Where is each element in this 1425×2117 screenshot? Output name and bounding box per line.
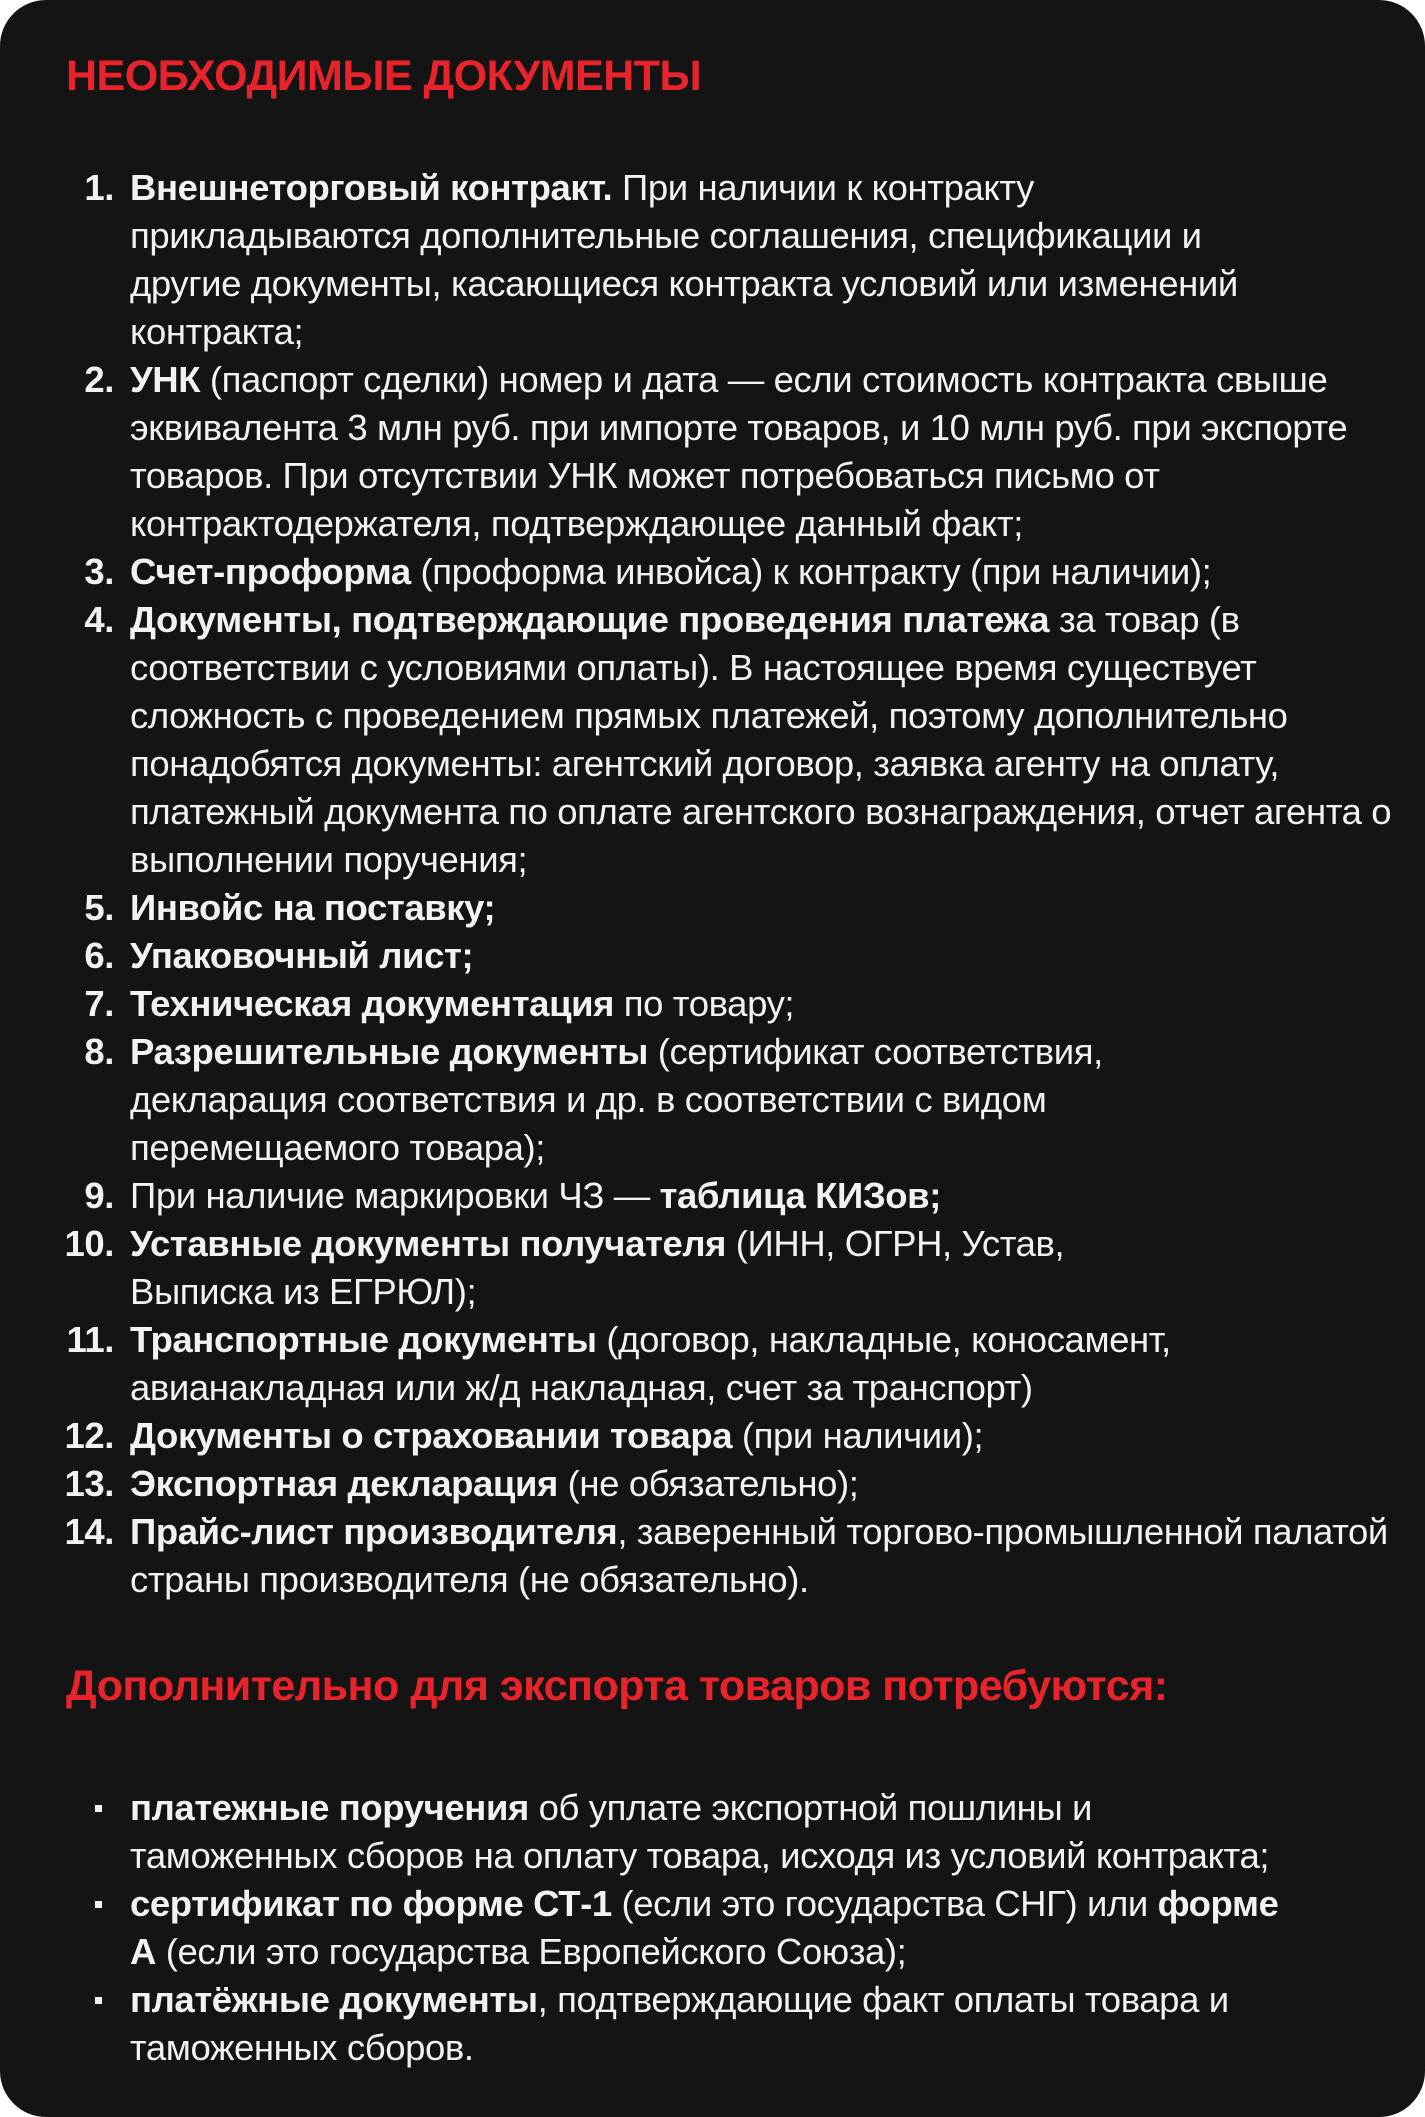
item-bold-text: Документы о страховании товара (130, 1415, 733, 1456)
export-item-3 (66, 1976, 1330, 2072)
item-bold-text: таблица КИЗов; (659, 1175, 941, 1216)
item-bold-text: платежные поручения (130, 1787, 529, 1828)
document-item-8 (66, 1028, 1250, 1172)
bullet-icon (95, 1805, 102, 1812)
item-number: 4. (84, 599, 114, 640)
item-text: (если это государства СНГ) или (611, 1883, 1158, 1924)
item-number: 7. (84, 983, 114, 1024)
bullet-icon (95, 1997, 102, 2004)
item-number: 12. (64, 1415, 114, 1456)
item-bold-text: Экспортная декларация (130, 1463, 558, 1504)
item-number: 8. (84, 1031, 114, 1072)
item-number: 3. (84, 551, 114, 592)
document-item-5 (66, 884, 1369, 932)
item-text: по товару; (614, 983, 795, 1024)
item-bold-text: Транспортные документы (130, 1319, 597, 1360)
export-section-title: Дополнительно для экспорта товаров потребуются: (66, 1662, 1168, 1710)
document-item-11 (66, 1316, 1320, 1412)
item-number: 2. (84, 359, 114, 400)
item-bold-text: сертификат по форме СТ-1 (130, 1883, 612, 1924)
page-title: НЕОБХОДИМЫЕ ДОКУМЕНТЫ (66, 52, 702, 100)
item-text: (сертификат соответствия, декларация соответствия и др. в соответствии с видом перемещаемого товара); (130, 1031, 1103, 1168)
item-text: (не обязательно); (557, 1463, 859, 1504)
item-number: 6. (84, 935, 114, 976)
item-bold-text: Документы, подтверждающие проведения платежа (130, 599, 1050, 640)
item-number: 14. (64, 1511, 114, 1552)
item-text: , заверенный торгово-промышленной палатой страны производителя (не обязательно). (130, 1511, 1388, 1600)
export-list (66, 1784, 1369, 2072)
document-item-14 (66, 1508, 1420, 1604)
item-bold-text: Счет-проформа (130, 551, 411, 592)
item-text: об уплате экспортной пошлины и таможенных сборов на оплату товара, исходя из условий контракта; (130, 1787, 1270, 1876)
document-item-10 (66, 1220, 1200, 1316)
item-bold-text: форме А (130, 1883, 1279, 1972)
item-text: (проформа инвойса) к контракту (при наличии); (410, 551, 1212, 592)
item-number: 13. (64, 1463, 114, 1504)
item-text: (договор, накладные, коносамент, авианакладная или ж/д накладная, счет за транспорт) (130, 1319, 1171, 1408)
document-item-1 (66, 164, 1290, 356)
item-bold-text: Упаковочный лист; (130, 935, 474, 976)
item-bold-text: платёжные документы (130, 1979, 538, 2020)
item-bold-text: УНК (130, 359, 201, 400)
item-text: , подтверждающие факт оплаты товара и таможенных сборов. (130, 1979, 1229, 2068)
item-bold-text: Уставные документы получателя (130, 1223, 727, 1264)
item-number: 1. (84, 167, 114, 208)
item-bold-text: Прайс-лист производителя (130, 1511, 618, 1552)
item-text: (ИНН, ОГРН, Устав, Выписка из ЕГРЮЛ); (130, 1223, 1065, 1312)
export-item-1 (66, 1784, 1270, 1880)
document-item-4 (66, 596, 1420, 884)
document-item-2 (66, 356, 1420, 548)
item-text: (если это государства Европейского Союза); (155, 1931, 907, 1972)
bullet-icon (95, 1901, 102, 1908)
document-item-3 (66, 548, 1369, 596)
item-bold-text: Инвойс на поставку; (130, 887, 496, 928)
item-text: При наличии к контракту прикладываются дополнительные соглашения, спецификации и другие документы, касающиеся контракта условий или изменений контракта; (130, 167, 1238, 352)
item-text: за товар (в соответствии с условиями оплаты). В настоящее время существует сложность с проведением прямых платежей, поэтому дополнительно понадобятся документы: агентский договор, заявка агенту на оплату, платежный документа по оплате агентского вознаграждения, отчет агента о выполнении поручения; (130, 599, 1392, 880)
document-item-9 (66, 1172, 1369, 1220)
item-bold-text: Разрешительные документы (130, 1031, 649, 1072)
item-number: 5. (84, 887, 114, 928)
export-item-2 (66, 1880, 1300, 1976)
item-number: 10. (64, 1223, 114, 1264)
document-item-7 (66, 980, 1369, 1028)
item-bold-text: Внешнеторговый контракт. (130, 167, 613, 208)
item-bold-text: Техническая документация (130, 983, 615, 1024)
item-text: (при наличии); (732, 1415, 984, 1456)
item-number: 11. (66, 1319, 114, 1360)
document-item-13 (66, 1460, 1369, 1508)
item-number: 9. (84, 1175, 114, 1216)
documents-list (64, 164, 1392, 1604)
document-item-6 (66, 932, 1369, 980)
item-text: (паспорт сделки) номер и дата — если стоимость контракта свыше эквивалента 3 млн руб. при импорте товаров, и 10 млн руб. при экспорте товаров. При отсутствии УНК может потребоваться письмо от контрактодержателя, подтверждающее данный факт; (130, 359, 1348, 544)
document-item-12 (66, 1412, 1369, 1460)
item-text: При наличие маркировки ЧЗ — (130, 1175, 660, 1216)
